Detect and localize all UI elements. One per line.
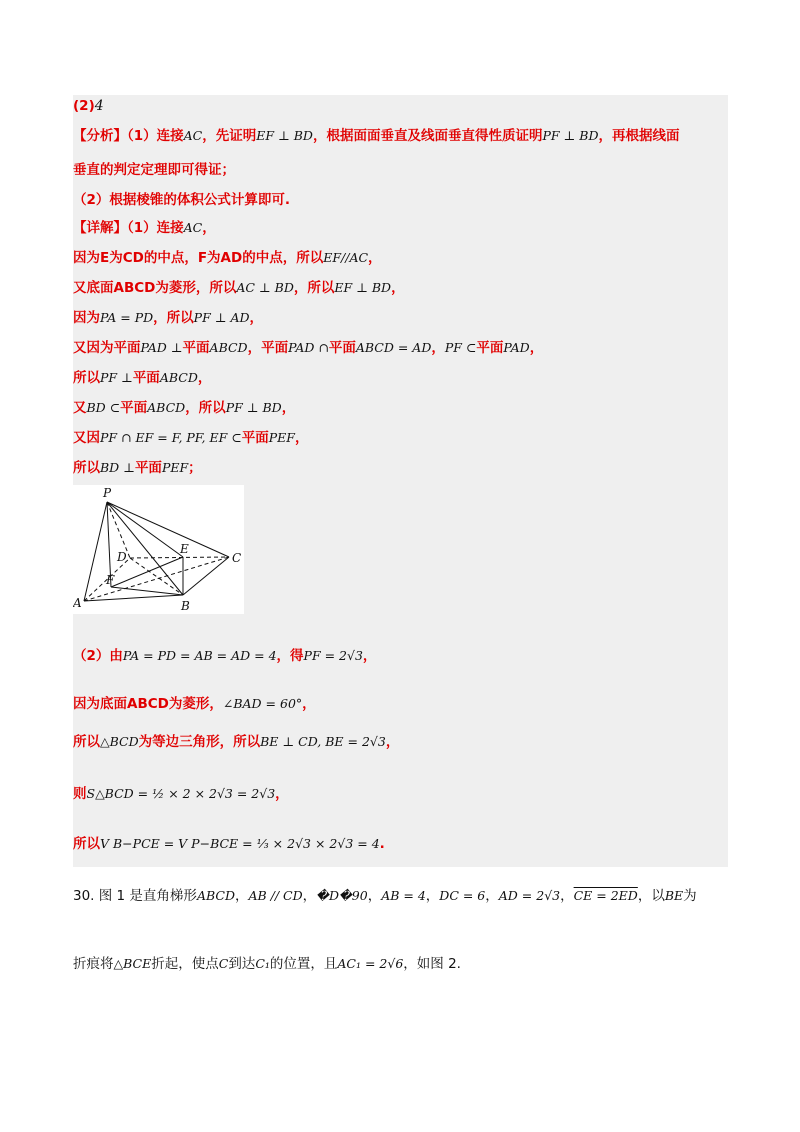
analysis-line-3: （2）根据棱锥的体积公式计算即可.	[73, 192, 291, 208]
part2-line-3: 所以△BCD为等边三角形，所以BE ⊥ CD, BE = 2√3，	[73, 734, 400, 750]
detail-line-2: 因为E为CD的中点，F为AD的中点，所以EF//AC，	[73, 250, 382, 266]
part2-line-4: 则S△BCD = ½ × 2 × 2√3 = 2√3，	[73, 786, 289, 802]
edge-pa	[84, 502, 107, 601]
detail-line-3: 又底面ABCD为菱形，所以AC ⊥ BD，所以EF ⊥ BD，	[73, 280, 405, 296]
analysis-line-2: 垂直的判定定理即可得证；	[73, 162, 235, 178]
detail-line-7: 又BD ⊂平面ABCD，所以PF ⊥ BD，	[73, 400, 296, 416]
segment-fb	[111, 587, 183, 595]
detail-line-9: 所以BD ⊥平面PEF；	[73, 460, 202, 476]
analysis-line-1: 【分析】（1）连接AC，先证明EF ⊥ BD，根据面面垂直及线面垂直得性质证明PF ⊥ BD，再根据线面	[73, 128, 680, 144]
part2-line-5: 所以V B−PCE = V P−BCE = ⅓ × 2√3 × 2√3 = 4.	[73, 836, 385, 852]
detail-line-5: 又因为平面PAD ⊥平面ABCD，平面PAD ∩平面ABCD = AD，PF ⊂平面PAD，	[73, 340, 544, 356]
part2-line-1: （2）由PA = PD = AB = AD = 4，得PF = 2√3，	[73, 648, 377, 664]
edge-dc	[130, 557, 229, 558]
part2-line-2: 因为底面ABCD为菱形，∠BAD = 60°，	[73, 696, 316, 712]
label-p: P	[103, 486, 112, 500]
detail-line-8: 又因PF ∩ EF = F, PF, EF ⊂平面PEF，	[73, 430, 309, 446]
part2-answer-line: (2)4	[73, 98, 104, 114]
question-30-line-2: 折痕将△BCE折起，使点C到达C₁的位置，且AC₁ = 2√6，如图 2.	[73, 956, 461, 972]
edge-pc	[107, 502, 229, 557]
detail-line-6: 所以PF ⊥平面ABCD，	[73, 370, 212, 386]
detail-line-4: 因为PA = PD，所以PF ⊥ AD，	[73, 310, 263, 326]
question-30-line-1: 30. 图 1 是直角梯形ABCD，AB // CD，�D�90，AB = 4，DC = 6，AD = 2√3，CE = 2ED，以BE为	[73, 888, 697, 904]
label-d: D	[117, 550, 127, 564]
label-a: A	[73, 596, 82, 610]
pyramid-diagram	[73, 485, 244, 614]
edge-bc	[183, 557, 229, 595]
diagonal-db	[130, 558, 183, 595]
label-f: F	[106, 573, 115, 587]
label-e: E	[180, 542, 189, 556]
pyramid-figure	[73, 485, 244, 614]
label-b: B	[181, 599, 190, 613]
edge-ab	[84, 595, 183, 601]
detail-line-1: 【详解】（1）连接AC，	[73, 220, 216, 236]
label-c: C	[232, 551, 242, 565]
